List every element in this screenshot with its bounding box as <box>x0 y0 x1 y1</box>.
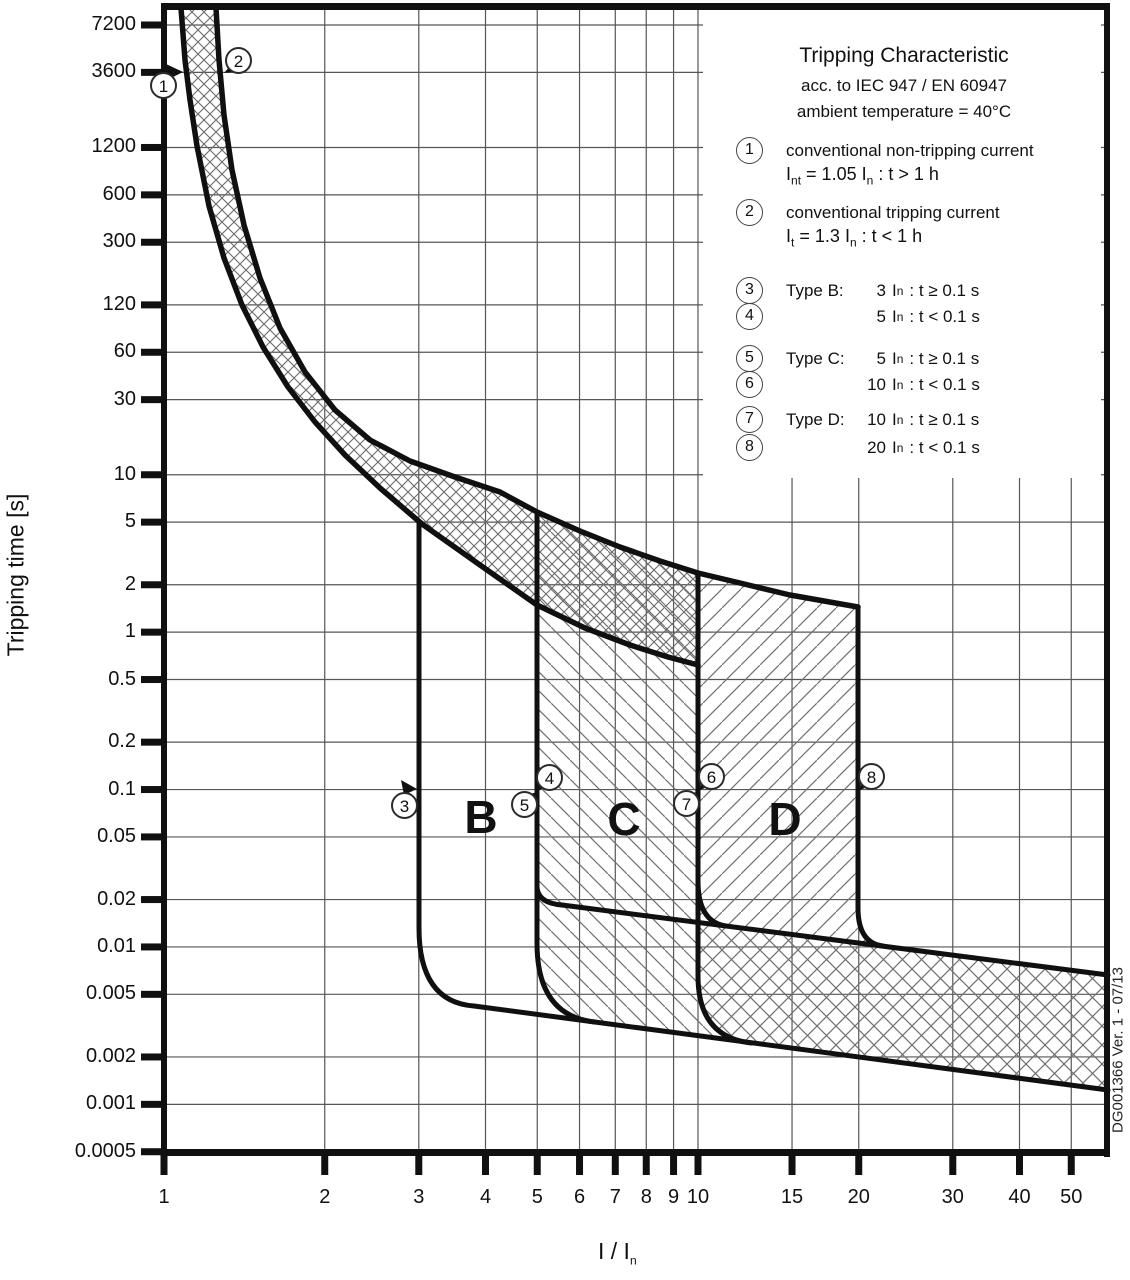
legend-badge-3: 3 <box>736 277 763 304</box>
y-tick-label-0.01: 0.01 <box>97 934 136 957</box>
x-tick-label-40: 40 <box>1008 1186 1031 1208</box>
formula-subscript-2: n <box>866 173 874 188</box>
curve-marker-5: 5 <box>511 791 538 818</box>
current-symbol: I <box>892 280 897 300</box>
y-tick-0.001 <box>141 1101 167 1108</box>
type-d-min-condition: : t ≥ 0.1 s <box>909 409 980 429</box>
x-tick-label-1: 1 <box>158 1186 170 1208</box>
y-tick-0.2 <box>141 739 167 746</box>
x-tick-30 <box>949 1149 956 1175</box>
x-axis-spine <box>161 1149 1110 1156</box>
current-symbol: I <box>892 348 897 368</box>
y-tick-label-0.1: 0.1 <box>108 777 136 800</box>
y-tick-label-7200: 7200 <box>91 13 136 35</box>
y-tick-30 <box>141 396 167 403</box>
y-tick-7200 <box>141 22 167 29</box>
type-c-max-multiple: 10 <box>867 374 886 394</box>
x-tick-label-2: 2 <box>319 1186 331 1208</box>
curve-marker-1: 1 <box>150 72 177 99</box>
y-tick-label-2: 2 <box>124 572 136 595</box>
region-label-d: D <box>768 793 802 845</box>
formula-symbol: I <box>786 226 792 246</box>
type-b-min-curve <box>419 522 474 1006</box>
y-axis-spine <box>161 3 167 1175</box>
type-b-min-multiple: 3 <box>876 280 886 300</box>
legend-badge-6: 6 <box>736 371 763 398</box>
legend-type-b-row-2: 4 5 I n : t < 0.1 s <box>736 303 980 330</box>
x-tick-label-30: 30 <box>941 1186 964 1208</box>
x-axis-title-subscript: n <box>629 1253 637 1268</box>
y-tick-label-10: 10 <box>113 462 136 485</box>
x-tick-15 <box>789 1149 796 1175</box>
x-tick-label-8: 8 <box>640 1186 652 1208</box>
y-tick-0.02 <box>141 896 167 903</box>
x-tick-label-5: 5 <box>531 1186 543 1208</box>
x-tick-4 <box>482 1149 489 1175</box>
y-tick-label-0.005: 0.005 <box>85 982 136 1005</box>
legend <box>700 0 1108 500</box>
y-tick-5 <box>141 519 167 526</box>
y-tick-600 <box>141 191 167 198</box>
x-tick-2 <box>321 1149 328 1175</box>
x-tick-6 <box>576 1149 583 1175</box>
legend-badge-7: 7 <box>736 406 763 433</box>
type-b-label: Type B: <box>786 280 844 300</box>
current-symbol: I <box>892 306 897 326</box>
legend-item-1 <box>736 137 1034 164</box>
x-tick-8 <box>643 1149 650 1175</box>
type-d-min-multiple: 10 <box>867 409 886 429</box>
x-tick-label-20: 20 <box>847 1186 870 1208</box>
formula-subscript-2: n <box>849 235 857 250</box>
type-b-max-condition: : t < 0.1 s <box>909 306 980 326</box>
legend-badge-1: 1 <box>736 137 763 164</box>
type-d-label: Type D: <box>786 409 845 429</box>
y-tick-label-1: 1 <box>124 620 136 643</box>
formula-condition: : t < 1 h <box>861 226 923 246</box>
legend-badge-4: 4 <box>736 303 763 330</box>
y-tick-0.002 <box>141 1053 167 1060</box>
curve-marker-6: 6 <box>698 763 725 790</box>
legend-item-2-formula <box>786 226 923 250</box>
x-tick-label-6: 6 <box>573 1186 586 1208</box>
current-symbol: I <box>892 409 897 429</box>
x-tick-label-10: 10 <box>686 1186 710 1208</box>
x-tick-1 <box>161 1149 168 1175</box>
legend-badge-5: 5 <box>736 345 763 372</box>
legend-type-c-row-2: 6 10 I n : t < 0.1 s <box>736 371 980 398</box>
y-tick-label-120: 120 <box>102 292 136 315</box>
x-axis-title-symbol: I / I <box>598 1238 630 1264</box>
type-b-max-multiple: 5 <box>876 306 886 326</box>
y-tick-0.01 <box>141 943 167 950</box>
legend-type-d-row-2: 8 20 I n : t < 0.1 s <box>736 434 980 461</box>
x-tick-20 <box>855 1149 862 1175</box>
legend-item-2-label: conventional tripping current <box>786 202 1000 222</box>
x-tick-label-7: 7 <box>609 1186 621 1208</box>
y-tick-label-0.001: 0.001 <box>85 1092 136 1115</box>
formula-subscript: t <box>791 235 795 250</box>
curve-marker-4: 4 <box>536 764 563 791</box>
y-tick-label-300: 300 <box>102 230 136 253</box>
x-tick-7 <box>612 1149 619 1175</box>
x-tick-label-50: 50 <box>1060 1186 1083 1208</box>
y-tick-0.005 <box>141 991 167 998</box>
chart-standard: acc. to IEC 947 / EN 60947 <box>800 76 1007 95</box>
legend-type-b-row-1: 3 Type B: 3 I n : t ≥ 0.1 s <box>736 277 979 304</box>
type-d-max-condition: : t < 0.1 s <box>909 437 980 457</box>
x-tick-50 <box>1068 1149 1075 1175</box>
y-tick-label-3600: 3600 <box>91 60 136 83</box>
legend-badge-8: 8 <box>736 434 763 461</box>
x-tick-10 <box>695 1149 702 1175</box>
legend-item-2 <box>736 199 1000 226</box>
legend-item-1-formula <box>786 164 939 188</box>
y-tick-0.5 <box>141 676 167 683</box>
formula-symbol: I <box>786 164 792 184</box>
y-tick-label-1200: 1200 <box>91 135 136 158</box>
y-tick-0.05 <box>141 833 167 840</box>
y-tick-label-0.5: 0.5 <box>108 667 136 690</box>
y-tick-300 <box>141 239 167 246</box>
x-axis-title <box>598 1238 637 1268</box>
y-tick-120 <box>141 301 167 308</box>
y-tick-2 <box>141 581 167 588</box>
y-axis-title: Tripping time [s] <box>2 493 29 657</box>
legend-type-d-row-1: 7 Type D: 10 I n : t ≥ 0.1 s <box>736 406 979 433</box>
type-b-min-condition: : t ≥ 0.1 s <box>909 280 980 300</box>
y-tick-label-60: 60 <box>113 340 136 363</box>
x-tick-label-15: 15 <box>780 1186 804 1208</box>
x-tick-5 <box>534 1149 541 1175</box>
type-c-min-condition: : t ≥ 0.1 s <box>909 348 980 368</box>
current-symbol: I <box>892 437 897 457</box>
y-tick-10 <box>141 471 167 478</box>
type-d-max-multiple: 20 <box>867 437 886 457</box>
current-symbol: I <box>892 374 897 394</box>
legend-item-1-label: conventional non-tripping current <box>786 140 1034 160</box>
x-tick-40 <box>1016 1149 1023 1175</box>
x-tick-label-4: 4 <box>479 1186 492 1208</box>
y-tick-label-0.05: 0.05 <box>97 824 136 847</box>
legend-badge-2: 2 <box>736 199 763 226</box>
curve-marker-3: 3 <box>391 792 418 819</box>
x-tick-9 <box>670 1149 677 1175</box>
curve-marker-2: 2 <box>225 47 252 74</box>
formula-subscript: nt <box>791 173 802 188</box>
y-tick-label-0.2: 0.2 <box>108 730 136 753</box>
y-tick-label-0.02: 0.02 <box>97 887 136 910</box>
x-tick-label-9: 9 <box>668 1186 680 1208</box>
x-tick-3 <box>415 1149 422 1175</box>
y-tick-0.1 <box>141 786 167 793</box>
type-c-min-multiple: 5 <box>876 348 886 368</box>
type-c-max-condition: : t < 0.1 s <box>909 374 980 394</box>
y-tick-label-0.002: 0.002 <box>85 1044 136 1067</box>
chart-title: Tripping Characteristic <box>799 44 1009 67</box>
x-tick-label-3: 3 <box>413 1186 425 1208</box>
region-label-c: C <box>607 793 641 845</box>
y-tick-label-0.0005: 0.0005 <box>74 1139 136 1162</box>
formula-value: = 1.3 <box>799 226 840 246</box>
y-tick-1 <box>141 629 167 636</box>
region-label-b: B <box>464 791 498 843</box>
y-tick-label-600: 600 <box>102 182 136 205</box>
y-tick-1200 <box>141 144 167 151</box>
y-tick-label-30: 30 <box>113 387 136 410</box>
formula-symbol-2: I <box>861 164 867 184</box>
y-tick-label-5: 5 <box>124 510 136 533</box>
chart-ambient: ambient temperature = 40°C <box>796 102 1012 121</box>
formula-symbol-2: I <box>844 226 850 246</box>
curve-marker-8: 8 <box>858 763 885 790</box>
legend-type-c-row-1: 5 Type C: 5 I n : t ≥ 0.1 s <box>736 345 979 372</box>
formula-value: = 1.05 <box>806 164 857 184</box>
y-tick-60 <box>141 349 167 356</box>
formula-condition: : t > 1 h <box>878 164 939 184</box>
curve-marker-7: 7 <box>673 790 700 817</box>
type-c-label: Type C: <box>786 348 845 368</box>
document-number: DG001366 Ver. 1 - 07/13 <box>1109 967 1127 1133</box>
